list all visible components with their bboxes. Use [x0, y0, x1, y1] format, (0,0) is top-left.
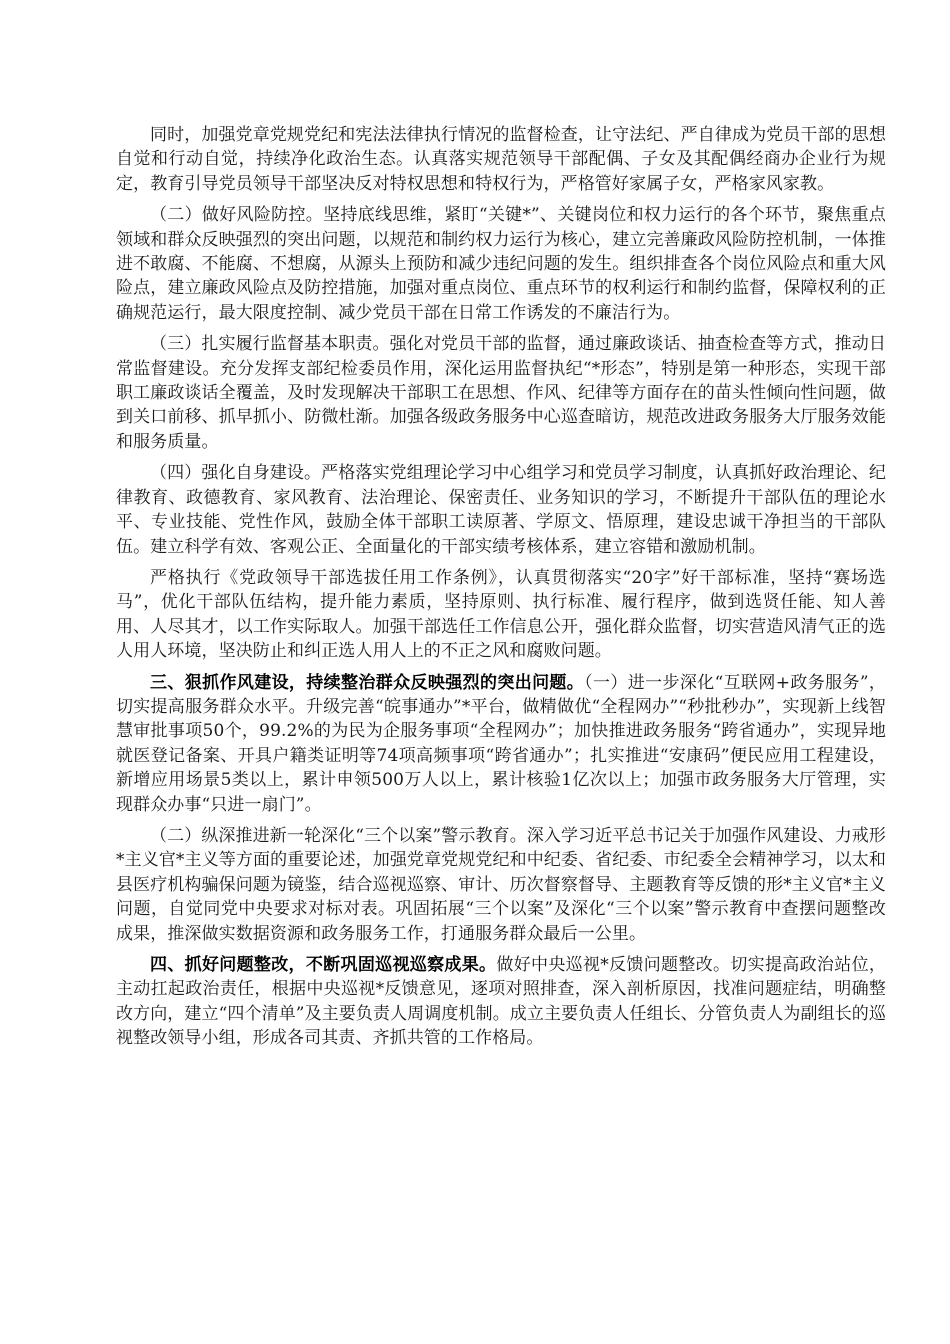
paragraph — [116, 123, 886, 196]
paragraph — [116, 203, 886, 325]
paragraph-text: 严格执行《党政领导干部选拔任用工作条例》，认真贯彻落实“20字”好干部标准，坚持“赛场选马”，优化干部队伍结构，提升能力素质，坚持原则、执行标准、履行程序，做到选贤任能、知人善用、人尽其才，以工作实际取人。加强干部选任工作信息公开，强化群众监督，切实营造风清气正的选人用人环境，坚决防止和纠正选人用人上的不正之风和腐败问题。 — [116, 567, 886, 662]
paragraph-text: （四）强化自身建设。严格落实党组理论学习中心组学习和党员学习制度，认真抓好政治理论、纪律教育、政德教育、家风教育、法治理论、保密责任、业务知识的学习，不断提升干部队伍的理论水平、专业技能、党性作风，鼓励全体干部职工读原著、学原文、悟原理，建设忠诚干净担当的干部队伍。建立科学有效、客观公正、全面量化的干部实绩考核体系，建立容错和激励机制。 — [116, 463, 886, 557]
paragraph — [116, 461, 886, 559]
paragraph-text: 同时，加强党章党规党纪和宪法法律执行情况的监督检查，让守法纪、严自律成为党员干部的思想自觉和行动自觉，持续净化政治生态。认真落实规范领导干部配偶、子女及其配偶经商办企业行为规定，教育引导党员领导干部坚决反对特权思想和特权行为，严格管好家属子女，严格家风家教。 — [116, 125, 886, 194]
section-heading: 三、狠抓作风建设，持续整治群众反映强烈的突出问题。 — [150, 672, 585, 693]
section-three-paragraph — [116, 671, 886, 817]
paragraph-text: （三）扎实履行监督基本职责。强化对党员干部的监督，通过廉政谈话、抽查检查等方式，推动日常监督建设。充分发挥支部纪检委员作用，深化运用监督执纪“*形态”，特别是第一种形态，实现干部职工廉政谈话全覆盖，及时发现解决干部职工在思想、作风、纪律等方面存在的苗头性倾向性问题，做到关口前移、抓早抓小、防微杜渐。加强各级政务服务中心巡查暗访，规范改进政务服务大厅服务效能和服务质量。 — [116, 334, 886, 452]
paragraph-text: （一）进一步深化“互联网+政务服务”，切实提高服务群众水平。升级完善“皖事通办”*平台，做精做优“全程网办”“秒批秒办”，实现新上线智慧审批事项50个，99.2%的为民为企服务事项“全程网办”；加快推进政务服务“跨省通办”，实现异地就医登记备案、开具户籍类证明等74项高频事项“跨省通办”；扎实推进“安康码”便民应用工程建设，新增应用场景5类以上，累计申领500万人以上，累计核验1亿次以上；加强市政务服务大厅管理，实现群众办事“只进一扇门”。 — [116, 672, 886, 815]
paragraph — [116, 824, 886, 946]
paragraph-text: 做好中央巡视*反馈问题整改。切实提高政治站位，主动扛起政治责任，根据中央巡视*反馈意见，逐项对照排查，深入剖析原因，找准问题症结，明确整改方向，建立“四个清单”及主要负责人周调度机制。成立主要负责人任组长、分管负责人为副组长的巡视整改领导小组，形成各司其责、齐抓共管的工作格局。 — [116, 955, 886, 1049]
paragraph — [116, 332, 886, 454]
section-heading: 四、抓好问题整改，不断巩固巡视巡察成果。 — [150, 955, 497, 975]
paragraph-text: （二）做好风险防控。坚持底线思维，紧盯“关键*”、关键岗位和权力运行的各个环节，聚焦重点领域和群众反映强烈的突出问题，以规范和制约权力运行为核心，建立完善廉政风险防控机制，一体推进不敢腐、不能腐、不想腐，从源头上预防和减少违纪问题的发生。组织排查各个岗位风险点和重大风险点，建立廉政风险点及防控措施，加强对重点岗位、重点环节的权利运行和制约监督，保障权利的正确规范运行，最大限度控制、减少党员干部在日常工作诱发的不廉洁行为。 — [116, 205, 886, 323]
section-four-paragraph — [116, 953, 886, 1051]
document-page — [116, 123, 886, 1058]
paragraph — [116, 566, 886, 664]
paragraph-text: （二）纵深推进新一轮深化“三个以案”警示教育。深入学习近平总书记关于加强作风建设、力戒形*主义官*主义等方面的重要论述，加强党章党规党纪和中纪委、省纪委、市纪委全会精神学习，以太和县医疗机构骗保问题为镜鉴，结合巡视巡察、审计、历次督察督导、主题教育等反馈的形*主义官*主义问题，自觉同党中央要求对标对表。巩固拓展“三个以案”及深化“三个以案”警示教育中查摆问题整改成果，推深做实数据资源和政务服务工作，打通服务群众最后一公里。 — [116, 825, 886, 944]
